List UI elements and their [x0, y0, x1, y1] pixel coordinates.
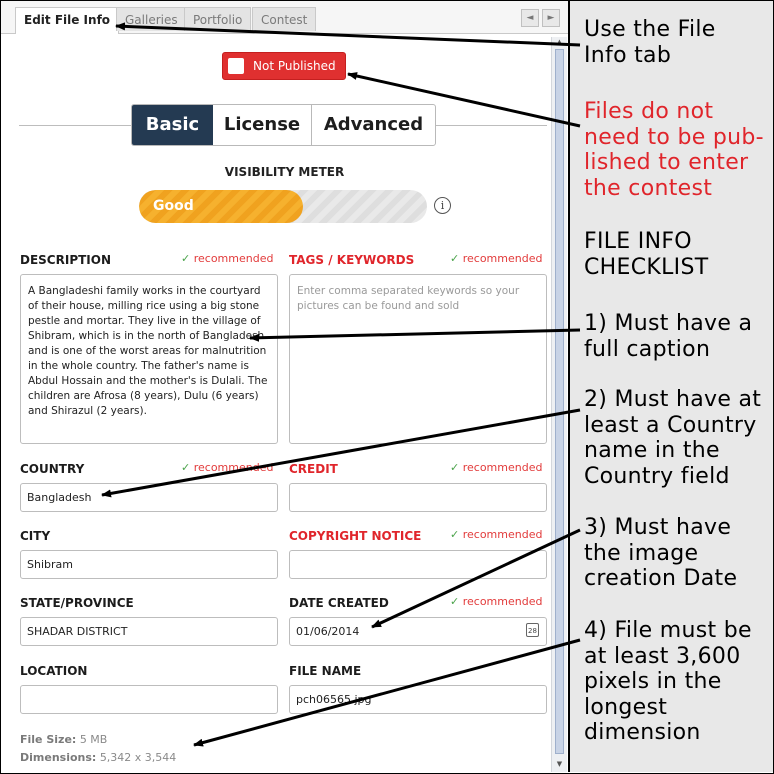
- city-input[interactable]: Shibram: [20, 550, 278, 579]
- note-line: FILE INFO: [584, 229, 692, 254]
- info-icon[interactable]: i: [434, 197, 451, 214]
- copyright-recommended: [450, 528, 542, 541]
- scroll-down-icon[interactable]: ▼: [556, 760, 563, 768]
- credit-label: CREDIT: [289, 462, 338, 476]
- tab-scroll-left-button[interactable]: ◄: [521, 9, 539, 27]
- note-line: the image: [584, 540, 699, 566]
- note-line: 1) Must have a: [584, 311, 753, 336]
- note-publish: [584, 99, 764, 201]
- country-label: COUNTRY: [20, 462, 85, 476]
- publish-toggle[interactable]: [222, 52, 346, 80]
- note-line: dimension: [584, 720, 701, 745]
- location-input[interactable]: [20, 685, 278, 714]
- description-textarea[interactable]: A Bangladeshi family works in the courtyard of their house, milling rice using a big stone pestle and mortar. They live in the village of Shibram, which is in the north of Bangladesh and is one of the worst areas for malnutrition in the whole country. The father's name is Abdul Hossain and the mother's is Dulali. The children are Afrosa (8 years), Dulu (6 years) and Shirazul (2 years).: [20, 274, 278, 444]
- scroll-thumb[interactable]: [555, 49, 564, 754]
- edit-file-panel: [1, 1, 568, 772]
- date-created-input[interactable]: 01/06/2014: [289, 617, 547, 646]
- visibility-meter: [139, 190, 427, 223]
- tab-contest[interactable]: Contest: [252, 7, 316, 31]
- note-line: name in the: [584, 438, 720, 463]
- tab-scroll-right-button[interactable]: ►: [542, 9, 560, 27]
- credit-recommended: [450, 461, 542, 474]
- note-line: longest: [584, 694, 668, 720]
- credit-input[interactable]: [289, 483, 547, 512]
- location-label: LOCATION: [20, 664, 88, 678]
- tab-portfolio[interactable]: Portfolio: [184, 7, 251, 31]
- recommended-text: recommended: [462, 252, 543, 265]
- note-line: Files do not: [584, 99, 714, 124]
- dimensions: [20, 751, 176, 764]
- note-line: 3) Must have: [584, 515, 732, 540]
- publish-label: Not Published: [253, 59, 336, 73]
- tags-label: TAGS / KEYWORDS: [289, 253, 415, 267]
- note-pixels: [584, 618, 752, 746]
- note-checklist-title: [584, 229, 708, 280]
- note-line: 2) Must have at: [584, 387, 762, 412]
- note-line: need to be pub-: [584, 124, 764, 150]
- tab-edit-file-info[interactable]: Edit File Info: [15, 7, 119, 34]
- file-name-input[interactable]: pch06565.jpg: [289, 685, 547, 714]
- note-country: [584, 387, 761, 489]
- note-line: least a Country: [584, 412, 757, 438]
- visibility-meter-label: Good: [153, 198, 194, 214]
- note-line: full caption: [584, 336, 711, 362]
- country-input[interactable]: Bangladesh: [20, 483, 278, 512]
- description-recommended: [181, 252, 273, 265]
- calendar-icon[interactable]: 28: [526, 623, 539, 637]
- note-line: 4) File must be: [584, 618, 752, 643]
- recommended-text: recommended: [462, 595, 543, 608]
- file-size-value: 5 MB: [79, 733, 108, 746]
- copyright-label: COPYRIGHT NOTICE: [289, 529, 422, 543]
- file-name-label: FILE NAME: [289, 664, 362, 678]
- city-label: CITY: [20, 529, 51, 543]
- state-input[interactable]: SHADAR DISTRICT: [20, 617, 278, 646]
- tab-galleries[interactable]: Galleries: [116, 7, 187, 31]
- note-caption: [584, 311, 752, 362]
- note-date: [584, 515, 737, 592]
- copyright-input[interactable]: [289, 550, 547, 579]
- note-line: pixels in the: [584, 669, 722, 694]
- check-icon: ✓: [450, 252, 460, 265]
- note-line: lished to enter: [584, 150, 749, 175]
- note-line: CHECKLIST: [584, 254, 709, 280]
- segment-advanced[interactable]: Advanced: [323, 114, 424, 135]
- segment-basic[interactable]: Basic: [132, 105, 213, 145]
- scroll-up-icon[interactable]: ▲: [556, 38, 563, 46]
- visibility-meter-title: VISIBILITY METER: [224, 165, 345, 179]
- section-switcher: [131, 104, 436, 146]
- tags-recommended: [450, 252, 542, 265]
- check-icon: ✓: [450, 528, 460, 541]
- note-line: Info tab: [584, 42, 672, 68]
- note-line: creation Date: [584, 566, 738, 591]
- file-size-label: File Size:: [20, 733, 77, 746]
- note-file-info-tab: [584, 17, 716, 68]
- annotation-panel: [568, 1, 773, 772]
- tab-bar: [1, 1, 568, 34]
- segment-license[interactable]: License: [213, 105, 312, 145]
- check-icon: ✓: [181, 461, 191, 474]
- check-icon: ✓: [450, 461, 460, 474]
- description-label: DESCRIPTION: [20, 253, 112, 267]
- check-icon: ✓: [181, 252, 191, 265]
- country-recommended: [181, 461, 273, 474]
- publish-checkbox[interactable]: [228, 58, 244, 74]
- state-label: STATE/PROVINCE: [20, 596, 134, 610]
- recommended-text: recommended: [462, 528, 543, 541]
- vertical-scrollbar[interactable]: [551, 37, 567, 772]
- note-line: at least 3,600: [584, 643, 741, 669]
- dimensions-value: 5,342 x 3,544: [99, 751, 177, 764]
- note-line: Country field: [584, 463, 730, 489]
- recommended-text: recommended: [193, 252, 274, 265]
- tags-textarea[interactable]: Enter comma separated keywords so your pictures can be found and sold: [289, 274, 547, 444]
- recommended-text: recommended: [462, 461, 543, 474]
- file-size: [20, 733, 107, 746]
- note-line: the contest: [584, 175, 713, 201]
- date-created-label: DATE CREATED: [289, 596, 389, 610]
- date-created-recommended: [450, 595, 542, 608]
- note-line: Use the File: [584, 17, 716, 42]
- check-icon: ✓: [450, 595, 460, 608]
- recommended-text: recommended: [193, 461, 274, 474]
- dimensions-label: Dimensions:: [20, 751, 97, 764]
